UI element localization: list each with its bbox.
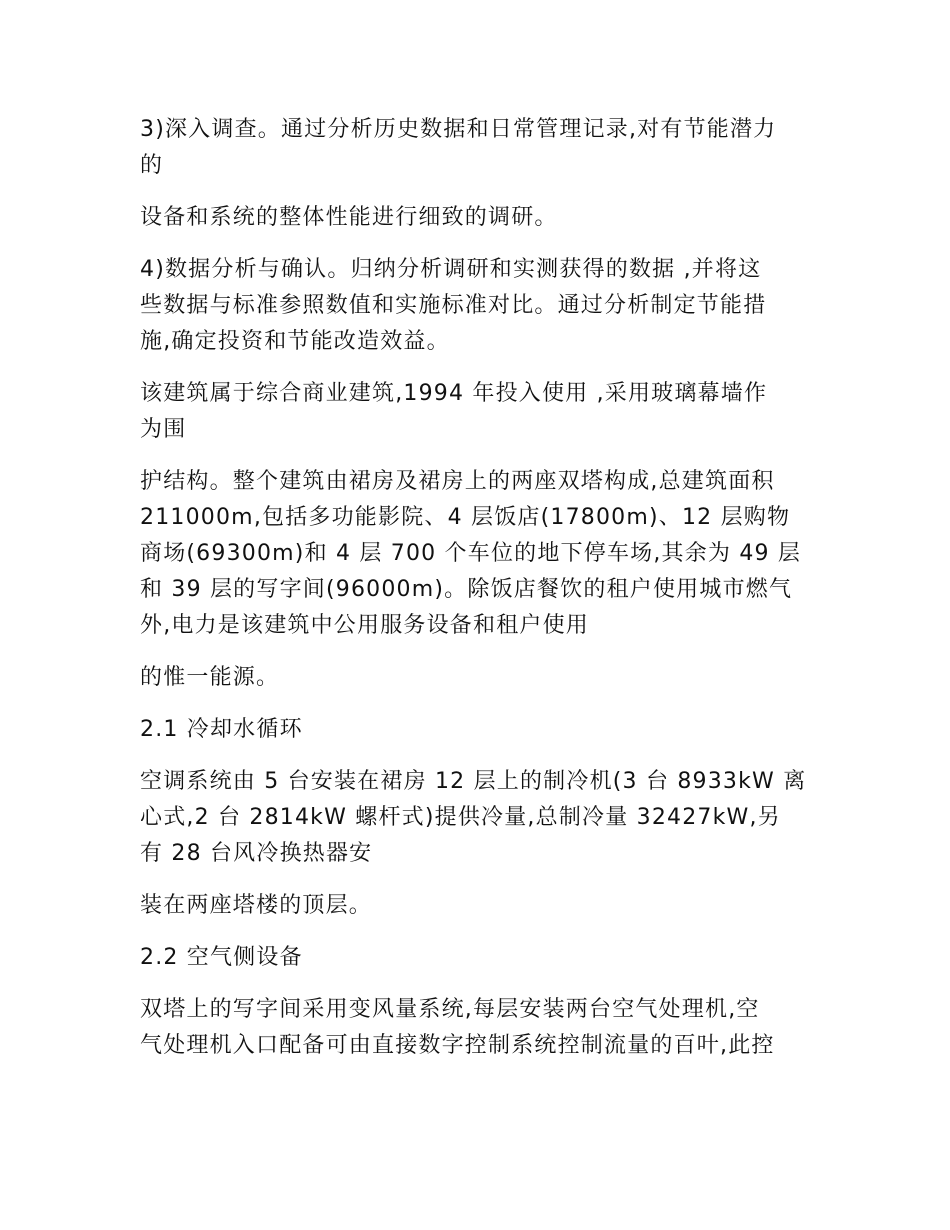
text-line: 有 28 台风冷换热器安 xyxy=(140,841,373,866)
paragraph-chillers xyxy=(140,764,820,872)
text-line: 双塔上的写字间采用变风量系统,每层安装两台空气处理机,空 xyxy=(140,997,760,1022)
text-line: 商场(69300m)和 4 层 700 个车位的地下停车场,其余为 49 层 xyxy=(140,541,802,566)
text-line: 3)深入调查。通过分析历史数据和日常管理记录,对有节能潜力 xyxy=(140,117,777,142)
paragraph-chillers-continued xyxy=(140,888,820,924)
text-line: 装在两座塔楼的顶层。 xyxy=(140,893,373,918)
text-line: 4)数据分析与确认。归纳分析调研和实测获得的数据 ,并将这 xyxy=(140,257,762,282)
paragraph-building-intro xyxy=(140,376,820,448)
text-line: 施,确定投资和节能改造效益。 xyxy=(140,329,450,354)
section-heading-air-side xyxy=(140,940,820,976)
paragraph-energy-source xyxy=(140,660,820,696)
text-line: 气处理机入口配备可由直接数字控制系统控制流量的百叶,此控 xyxy=(140,1033,775,1058)
section-heading-cooling-water xyxy=(140,712,820,748)
paragraph-survey-continued xyxy=(140,200,820,236)
text-line: 该建筑属于综合商业建筑,1994 年投入使用 ,采用玻璃幕墙作 xyxy=(140,381,768,406)
text-line: 和 39 层的写字间(96000m)。除饭店餐饮的租户使用城市燃气 xyxy=(140,577,793,602)
paragraph-vav-system xyxy=(140,992,820,1064)
text-line: 设备和系统的整体性能进行细致的调研。 xyxy=(140,205,558,230)
text-line: 为围 xyxy=(140,417,187,442)
paragraph-data-analysis xyxy=(140,252,820,360)
text-line: 空调系统由 5 台安装在裙房 12 层上的制冷机(3 台 8933kW 离 xyxy=(140,769,807,794)
text-line: 些数据与标准参照数值和实施标准对比。通过分析制定节能措 xyxy=(140,293,767,318)
text-line: 的惟一能源。 xyxy=(140,665,280,690)
text-line: 外,电力是该建筑中公用服务设备和租户使用 xyxy=(140,613,589,638)
paragraph-building-structure xyxy=(140,464,820,644)
heading-text: 2.2 空气侧设备 xyxy=(140,945,303,970)
text-line: 的 xyxy=(140,153,164,178)
text-line: 211000m,包括多功能影院、4 层饭店(17800m)、12 层购物 xyxy=(140,505,791,530)
text-line: 心式,2 台 2814kW 螺杆式)提供冷量,总制冷量 32427kW,另 xyxy=(140,805,781,830)
text-line: 护结构。整个建筑由裙房及裙房上的两座双塔构成,总建筑面积 xyxy=(140,469,775,494)
document-body xyxy=(140,112,820,1080)
paragraph-in-depth-survey xyxy=(140,112,820,184)
heading-text: 2.1 冷却水循环 xyxy=(140,717,303,742)
